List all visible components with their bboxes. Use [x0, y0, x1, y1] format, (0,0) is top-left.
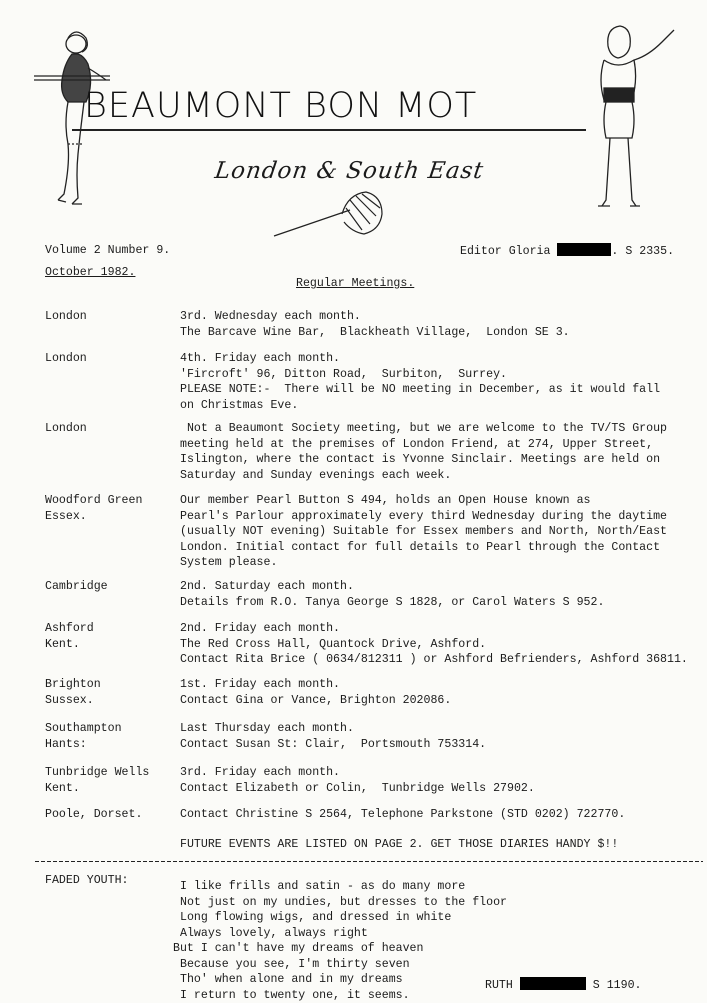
detail-line: on Christmas Eve.	[180, 398, 660, 414]
detail-line: Contact Rita Brice ( 0634/812311 ) or Ashford Befrienders, Ashford 36811.	[180, 652, 688, 668]
meeting-location	[45, 309, 87, 325]
detail-line: Contact Elizabeth or Colin, Tunbridge Wells 27902.	[180, 781, 535, 797]
detail-line: System please.	[180, 555, 667, 571]
masthead-subtitle: London & South East	[213, 158, 485, 184]
detail-line: 3rd. Friday each month.	[180, 765, 535, 781]
poem-line: I return to twenty one, it seems.	[180, 988, 410, 1003]
detail-line: London. Initial contact for full details to Pearl through the Contact	[180, 540, 667, 556]
right-figure-illustration	[588, 20, 684, 216]
masthead-rule	[72, 129, 586, 131]
detail-line: 3rd. Wednesday each month.	[180, 309, 570, 325]
detail-line: Contact Christine S 2564, Telephone Parkstone (STD 0202) 722770.	[180, 807, 625, 823]
meeting-details	[180, 351, 660, 413]
meeting-location	[45, 493, 142, 524]
location-line: Woodford Green	[45, 493, 142, 509]
meeting-details	[180, 677, 451, 708]
redaction-bar	[557, 243, 611, 256]
poem-line: I like frills and satin - as do many more	[180, 879, 465, 895]
location-line: London	[45, 309, 87, 325]
meeting-details	[180, 493, 667, 571]
location-line: London	[45, 421, 87, 437]
location-line: Ashford	[45, 621, 94, 637]
location-line: Hants:	[45, 737, 122, 753]
poem-line: Always lovely, always right	[180, 926, 368, 942]
detail-line: 1st. Friday each month.	[180, 677, 451, 693]
editor-suffix: . S 2335.	[611, 245, 674, 258]
meeting-location	[45, 621, 94, 652]
poem-line: Because you see, I'm thirty seven	[180, 957, 410, 973]
detail-line: Islington, where the contact is Yvonne Sinclair. Meetings are held on	[180, 452, 667, 468]
meeting-details	[180, 621, 688, 668]
detail-line: 'Fircroft' 96, Ditton Road, Surbiton, Surrey.	[180, 367, 660, 383]
detail-line: Not a Beaumont Society meeting, but we are welcome to the TV/TS Group	[180, 421, 667, 437]
location-line: Essex.	[45, 509, 142, 525]
location-line: Poole, Dorset.	[45, 807, 142, 823]
meeting-location	[45, 807, 142, 823]
location-line: Southampton	[45, 721, 122, 737]
meeting-location	[45, 351, 87, 367]
location-line: Cambridge	[45, 579, 108, 595]
detail-line: Contact Susan St: Clair, Portsmouth 753314.	[180, 737, 486, 753]
poem-line: Long flowing wigs, and dressed in white	[180, 910, 451, 926]
poem-line: But I can't have my dreams of heaven	[173, 941, 423, 957]
meeting-details	[180, 765, 535, 796]
meeting-location	[45, 677, 101, 708]
meeting-details	[180, 421, 667, 483]
meeting-details	[180, 807, 625, 823]
meeting-location	[45, 579, 108, 595]
poem-title: FADED YOUTH:	[45, 873, 129, 889]
location-line: Kent.	[45, 637, 94, 653]
detail-line: PLEASE NOTE:- There will be NO meeting in December, as it would fall	[180, 382, 660, 398]
meeting-location	[45, 721, 122, 752]
detail-line: (usually NOT evening) Suitable for Essex members and North, North/East	[180, 524, 667, 540]
detail-line: Details from R.O. Tanya George S 1828, or Carol Waters S 952.	[180, 595, 604, 611]
editor-line	[460, 243, 674, 260]
editor-prefix: Editor Gloria	[460, 245, 550, 258]
poem-line: Not just on my undies, but dresses to the floor	[180, 895, 507, 911]
location-line: Sussex.	[45, 693, 101, 709]
masthead-title: BEAUMONT BON MOT	[84, 86, 477, 126]
detail-line: 2nd. Friday each month.	[180, 621, 688, 637]
location-line: Kent.	[45, 781, 149, 797]
redaction-bar	[520, 977, 586, 990]
detail-line: Contact Gina or Vance, Brighton 202086.	[180, 693, 451, 709]
meeting-details	[180, 721, 486, 752]
author-suffix: S 1190.	[593, 979, 642, 992]
meeting-location	[45, 421, 87, 437]
volume-number: Volume 2 Number 9.	[45, 243, 170, 259]
detail-line: The Red Cross Hall, Quantock Drive, Ashford.	[180, 637, 688, 653]
detail-line: Saturday and Sunday evenings each week.	[180, 468, 667, 484]
meeting-location	[45, 765, 149, 796]
location-line: Brighton	[45, 677, 101, 693]
issue-date: October 1982.	[45, 265, 135, 281]
detail-line: Pearl's Parlour approximately every third Wednesday during the daytime	[180, 509, 667, 525]
poem-line: Tho' when alone and in my dreams	[180, 972, 403, 988]
poem-author	[485, 977, 641, 994]
detail-line: Last Thursday each month.	[180, 721, 486, 737]
location-line: London	[45, 351, 87, 367]
detail-line: meeting held at the premises of London Friend, at 274, Upper Street,	[180, 437, 667, 453]
detail-line: 4th. Friday each month.	[180, 351, 660, 367]
author-prefix: RUTH	[485, 979, 513, 992]
future-events-note: FUTURE EVENTS ARE LISTED ON PAGE 2. GET THOSE DIARIES HANDY $!!	[180, 837, 618, 853]
detail-line: The Barcave Wine Bar, Blackheath Village, London SE 3.	[180, 325, 570, 341]
quill-illustration	[270, 186, 390, 246]
detail-line: Our member Pearl Button S 494, holds an Open House known as	[180, 493, 667, 509]
location-line: Tunbridge Wells	[45, 765, 149, 781]
dashed-divider	[35, 861, 703, 862]
meeting-details	[180, 579, 604, 610]
detail-line: 2nd. Saturday each month.	[180, 579, 604, 595]
meeting-details	[180, 309, 570, 340]
section-title: Regular Meetings.	[296, 276, 414, 292]
